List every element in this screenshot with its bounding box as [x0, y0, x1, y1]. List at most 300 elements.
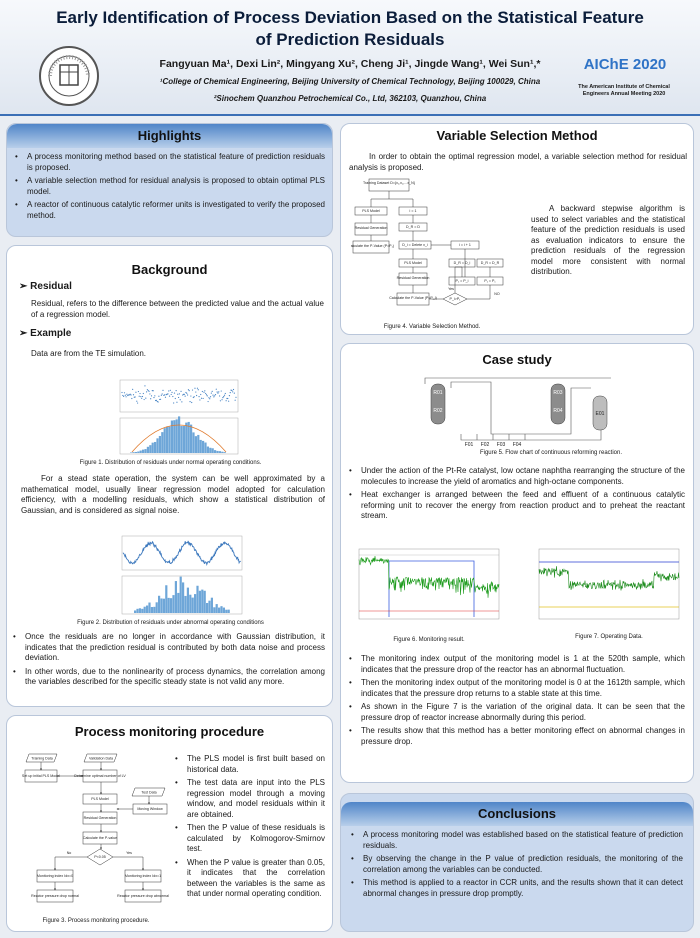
figure-3-caption: Figure 3. Process monitoring procedure.: [42, 918, 150, 924]
vs-flow-yes: Yes: [448, 287, 454, 291]
residual-point: [207, 395, 208, 396]
flow-idx1: Monitoring index Idx=1: [124, 874, 162, 878]
residual-point: [151, 395, 152, 396]
residual-point: [149, 393, 150, 394]
residual-point: [213, 396, 214, 397]
vs-flow-p1-p1: P₁ = P₁: [484, 279, 496, 283]
residual-point: [173, 402, 174, 403]
background-paragraph: For a stead state operation, the system can be well approximated by a mathematical model, usually linear regression model adopted for calculation efficiency, with a modelling residuals, which show a statistical distribution of Gaussian, and is considered as signal noise.: [21, 474, 325, 515]
residual-point: [139, 396, 140, 397]
residual-point: [199, 399, 200, 400]
vs-flow-delete: D_i = Delete x_i: [402, 243, 428, 247]
flow-residual-generation: Residual Generation: [83, 816, 117, 820]
residual-point: [156, 400, 157, 401]
histogram-bar: [204, 591, 206, 613]
residual-point: [165, 397, 166, 398]
residual-point: [148, 391, 149, 392]
unit-r04: R04: [553, 408, 563, 414]
flow-validation-data: Validation Data: [88, 756, 114, 761]
histogram-bar: [168, 427, 170, 453]
residual-point: [135, 392, 136, 393]
highlights-title: Highlights: [7, 124, 332, 148]
histogram-bar: [168, 598, 170, 613]
vs-flow-training: Training Dataset D={x₁,x₂,...x_N}: [363, 181, 415, 185]
histogram-bar: [212, 448, 214, 453]
histogram-bar: [225, 610, 227, 613]
highlights-panel: [6, 123, 333, 237]
residual-point: [164, 394, 165, 395]
residual-point: [192, 389, 193, 390]
residual-point: [180, 391, 181, 392]
residual-point: [160, 399, 161, 400]
figure-1-caption: Figure 1. Distribution of residuals under normal operating conditions.: [79, 460, 262, 466]
case-study-panel: [340, 343, 694, 783]
histogram-bar: [223, 608, 225, 613]
figure-3-flowchart: [17, 748, 175, 912]
figure-6-monitoring: [349, 547, 507, 627]
residual-point: [233, 389, 234, 390]
residual-point: [190, 395, 191, 396]
figure-7-caption: Figure 7. Operating Data.: [575, 634, 643, 640]
histogram-bar: [183, 426, 185, 453]
residual-point: [132, 389, 133, 390]
residual-point: [203, 392, 204, 393]
residual-point: [211, 392, 212, 393]
vs-flow-calc2: Calculate the P-Value (P=P_i): [389, 296, 437, 300]
residual-point: [169, 395, 170, 396]
residual-point: [150, 398, 151, 399]
histogram-bar: [159, 436, 161, 453]
residual-point: [154, 395, 155, 396]
figure-4-flowchart: [351, 177, 513, 319]
residual-point: [168, 390, 169, 391]
vs-flow-i1: i = 1: [409, 209, 417, 213]
residual-point: [146, 391, 147, 392]
example-heading: ➢ Example: [19, 328, 72, 339]
histogram-bar: [147, 447, 149, 453]
flow-test-data: Test Data: [141, 790, 157, 795]
residual-point: [171, 392, 172, 393]
residual-point: [235, 397, 236, 398]
histogram-bar: [140, 451, 142, 453]
histogram-bar: [164, 428, 166, 453]
residual-point: [153, 397, 154, 398]
residual-point: [181, 401, 182, 402]
histogram-bar: [166, 427, 168, 453]
vs-flow-no: NO: [494, 292, 500, 296]
flow-optimal-lv: Determine optimal number of LV: [74, 774, 126, 778]
residual-point: [231, 390, 232, 391]
variable-selection-title: Variable Selection Method: [341, 124, 693, 148]
flow-moving-window: Moving Window: [137, 807, 163, 811]
residual-point: [215, 394, 216, 395]
case-study-title: Case study: [341, 348, 693, 372]
histogram-bar: [224, 452, 226, 453]
histogram-bar: [134, 610, 136, 613]
case-bullet: • Heat exchanger is arranged between the feed and effluent of a continuous catalytic reforming unit to recover the energy from reaction product and to preheat the reactant stream.: [347, 490, 685, 522]
background-panel: [6, 245, 333, 707]
residual-point: [210, 396, 211, 397]
residual-point: [202, 391, 203, 392]
residual-point: [140, 396, 141, 397]
highlight-item: • A variable selection method for residual analysis is proposed to obtain optimal PLS model.: [13, 176, 325, 197]
residual-point: [217, 391, 218, 392]
figure-7-operating-data: [529, 547, 687, 627]
residual-point: [189, 401, 190, 402]
histogram-bar: [219, 451, 221, 453]
conclusions-panel: [340, 793, 694, 932]
histogram-bar: [148, 603, 150, 613]
histogram-bar: [228, 610, 230, 613]
residual-point: [196, 395, 197, 396]
vs-flow-decision: P_i>P₁: [449, 297, 461, 301]
residual-point: [230, 392, 231, 393]
histogram-bar: [190, 425, 192, 453]
residual-point: [187, 394, 188, 395]
residual-point: [191, 402, 192, 403]
histogram-bar: [208, 601, 210, 613]
histogram-bar: [180, 577, 182, 613]
histogram-bar: [194, 594, 196, 613]
histogram-bar: [146, 606, 148, 613]
residual-point: [175, 398, 176, 399]
histogram-bar: [218, 608, 220, 613]
university-logo: [38, 45, 100, 107]
residual-point: [162, 390, 163, 391]
vs-flow-residual2: Residual Generation: [396, 276, 430, 280]
residual-point: [172, 396, 173, 397]
histogram-bar: [178, 416, 180, 453]
residual-point: [227, 398, 228, 399]
residual-point: [197, 388, 198, 389]
highlight-item: • A reactor of continuous catalytic reformer units is investigated to verify the proposed method.: [13, 200, 325, 221]
residual-point: [194, 388, 195, 389]
residual-point: [223, 396, 224, 397]
histogram-bar: [152, 443, 154, 453]
stream-f03: F03: [496, 442, 506, 448]
residual-point: [125, 395, 126, 396]
residual-point: [209, 398, 210, 399]
variable-selection-text: A backward stepwise algorithm is used to select variables and the statistical feature of the prediction residuals is used as evaluation indicators to ensure the prediction residuals of the regression model more consistent with normal distribution.: [531, 204, 685, 276]
histogram-bar: [213, 607, 215, 613]
unit-r01: R01: [433, 390, 443, 396]
residual-point: [208, 401, 209, 402]
figure-4-caption: Figure 4. Variable Selection Method.: [383, 324, 481, 330]
residual-point: [153, 390, 154, 391]
residual-point: [180, 399, 181, 400]
residual-text: Residual, refers to the difference between the predicted value and the actual value of a regression model.: [31, 299, 324, 319]
poster-title-line1: Early Identification of Process Deviation Based on the Statistical Feature: [56, 8, 644, 27]
residual-point: [167, 393, 168, 394]
histogram-bar: [187, 588, 189, 613]
stream-f01: F01: [464, 442, 474, 448]
residual-point: [139, 393, 140, 394]
residual-point: [157, 401, 158, 402]
histogram-bar: [204, 443, 206, 453]
flow-decision: P<0.05: [94, 855, 106, 859]
residual-point: [205, 393, 206, 394]
case-bullet: • The results show that this method has a better monitoring effect on abnormal changes in pressure drop.: [347, 726, 685, 747]
flow-no: No: [66, 851, 72, 855]
figure-2-caption: Figure 2. Distribution of residuals under abnormal operating conditions: [77, 620, 264, 626]
residual-point: [184, 394, 185, 395]
histogram-bar: [192, 432, 194, 453]
case-bullet: • As shown in the Figure 7 is the variation of the original data. It can be seen that the pressure drop of reactor increase abnormally during this period.: [347, 702, 685, 723]
figure-1: [112, 378, 242, 458]
residual-point: [161, 395, 162, 396]
residual-point: [200, 394, 201, 395]
histogram-bar: [144, 449, 146, 453]
vs-flow-p1-pi: P₁ = P_i: [455, 279, 469, 283]
residual-point: [232, 391, 233, 392]
histogram-bar: [158, 596, 160, 613]
residual-point: [179, 393, 180, 394]
conclusion-item: • This method is applied to a reactor in CCR units, and the results shown that it can detect abnormal changes in pressure drop promptly.: [349, 878, 683, 899]
residual-point: [206, 394, 207, 395]
background-bullet: • In other words, due to the nonlinearity of process dynamics, the correlation among the variables described for the specific steady state is not valid any more.: [11, 667, 325, 688]
unit-e01: E01: [595, 411, 605, 417]
vs-flow-calc: Calculate the P-Value (P=P₁): [351, 244, 394, 248]
vs-flow-dr-di: D_R = D_i: [453, 261, 471, 265]
histogram-bar: [202, 441, 204, 453]
residual-point: [224, 395, 225, 396]
example-text: Data are from the TE simulation.: [31, 349, 147, 358]
histogram-bar: [220, 606, 222, 613]
residual-point: [133, 394, 134, 395]
vs-flow-pls2: PLS Model: [404, 261, 422, 265]
case-study-bullets-1: [347, 466, 685, 525]
histogram-bar: [209, 448, 211, 453]
residual-point: [186, 393, 187, 394]
histogram-bar: [184, 596, 186, 613]
flow-yes: Yes: [126, 851, 132, 855]
vs-flow-residual: Residual Generation: [354, 226, 388, 230]
residual-point: [217, 393, 218, 394]
stream-f02: F02: [480, 442, 490, 448]
histogram-bar: [135, 452, 137, 453]
residual-point: [144, 385, 145, 386]
conclusion-item: • By observing the change in the P value of prediction residuals, the monitoring of the correlation among the variables can be conducted.: [349, 854, 683, 875]
histogram-bar: [137, 452, 139, 453]
histogram-bar: [149, 445, 151, 453]
flow-training-data: Training Data: [31, 756, 53, 761]
figure-6-caption: Figure 6. Monitoring result.: [393, 637, 465, 643]
histogram-bar: [163, 599, 165, 613]
histogram-bar: [206, 603, 208, 613]
histogram-bar: [200, 440, 202, 453]
residual-point: [229, 395, 230, 396]
histogram-bar: [221, 452, 223, 453]
flow-abnormal: Reactor pressure drop abnormal: [117, 894, 169, 898]
residual-point: [171, 394, 172, 395]
residual-point: [176, 402, 177, 403]
histogram-bar: [144, 607, 146, 613]
residual-point: [221, 399, 222, 400]
histogram-bar: [154, 442, 156, 453]
residual-point: [194, 396, 195, 397]
residual-point: [201, 398, 202, 399]
residual-point: [208, 397, 209, 398]
residual-point: [220, 400, 221, 401]
variable-selection-intro: In order to obtain the optimal regression model, a variable selection method for residual analysis is proposed.: [349, 152, 687, 172]
histogram-bar: [165, 585, 167, 613]
residual-point: [198, 389, 199, 390]
affiliation-1: ¹College of Chemical Engineering, Beijing University of Chemical Technology, Beijing 100029, China: [159, 77, 541, 86]
histogram-bar: [172, 595, 174, 613]
vs-flow-dr: D_R = D: [406, 225, 420, 229]
vs-flow-dr-dr: D_R = D_R: [480, 261, 500, 265]
residual-point: [216, 389, 217, 390]
residual-heading: ➢ Residual: [19, 281, 72, 292]
conference-logo: AIChE 2020: [583, 56, 667, 73]
affiliation-2: ²Sinochem Quanzhou Petrochemical Co., Ltd, 362103, Quanzhou, China: [213, 94, 487, 103]
conclusions-title: Conclusions: [341, 802, 693, 826]
histogram-bar: [177, 593, 179, 613]
background-bullet: • Once the residuals are no longer in accordance with Gaussian distribution, it indicates that the prediction residual is contributed by both data noise and process deviation.: [11, 632, 325, 664]
case-bullet: • Then the monitoring index output of the monitoring model is 0 at the 1612th sample, which indicates that the pressure drop returns to a stable state at this time.: [347, 678, 685, 699]
highlights-list: [13, 152, 325, 224]
residual-point: [228, 401, 229, 402]
residual-point: [126, 396, 127, 397]
residual-point: [195, 391, 196, 392]
procedure-bullet: • The PLS model is first built based on historical data.: [173, 754, 325, 775]
histogram-bar: [197, 435, 199, 453]
figure-5-process: [421, 374, 621, 448]
residual-point: [138, 391, 139, 392]
histogram-bar: [211, 598, 213, 613]
flow-normal: Reactor pressure drop normal: [31, 894, 79, 898]
residual-point: [124, 392, 125, 393]
histogram-bar: [142, 450, 144, 453]
variable-selection-panel: [340, 123, 694, 335]
procedure-bullet: • The test data are input into the PLS regression model through a moving window, and model residuals within it are obtained.: [173, 778, 325, 820]
residual-point: [219, 395, 220, 396]
residual-point: [136, 401, 137, 402]
residual-point: [198, 396, 199, 397]
residual-point: [226, 400, 227, 401]
residual-point: [174, 392, 175, 393]
histogram-bar: [214, 450, 216, 453]
procedure-bullet: • Then the P value of these residuals is calculated by Kolmogorov-Smirnov test.: [173, 823, 325, 855]
author-list: Fangyuan Ma¹, Dexi Lin², Mingyang Xu², Cheng Ji¹, Jingde Wang¹, Wei Sun¹,*: [159, 58, 541, 70]
histogram-bar: [207, 447, 209, 453]
residual-point: [212, 391, 213, 392]
residual-point: [143, 393, 144, 394]
residual-point: [214, 395, 215, 396]
figure-2: [112, 534, 247, 618]
flow-calc-p: Calculate the P-value: [82, 836, 118, 840]
residual-point: [145, 398, 146, 399]
histogram-bar: [160, 598, 162, 613]
flow-pls-model: PLS Model: [91, 797, 109, 801]
residual-point: [235, 400, 236, 401]
background-bullets: [11, 632, 325, 691]
histogram-bar: [176, 419, 178, 453]
case-bullet: • The monitoring index output of the monitoring model is 1 at the 520th sample, which indicates that the pressure drop of the reactor has an abnormal fluctuation.: [347, 654, 685, 675]
residual-point: [123, 396, 124, 397]
residual-point: [178, 397, 179, 398]
histogram-bar: [170, 598, 172, 613]
background-title: Background: [7, 258, 332, 282]
histogram-bar: [151, 607, 153, 613]
flow-initial-pls: Set up initial PLS Model: [21, 774, 61, 778]
histogram-bar: [161, 432, 163, 453]
residual-point: [137, 402, 138, 403]
residual-point: [204, 390, 205, 391]
histogram-bar: [156, 602, 158, 613]
residual-point: [121, 392, 122, 393]
vs-flow-pls: PLS Model: [362, 209, 380, 213]
histogram-bar: [185, 423, 187, 453]
residual-point: [122, 395, 123, 396]
histogram-bar: [182, 582, 184, 613]
residual-point: [203, 398, 204, 399]
histogram-bar: [189, 595, 191, 613]
histogram-bar: [196, 586, 198, 613]
unit-r02: R02: [433, 408, 443, 414]
residual-point: [225, 393, 226, 394]
residual-point: [135, 396, 136, 397]
residual-point: [130, 394, 131, 395]
residual-point: [221, 390, 222, 391]
histogram-bar: [201, 590, 203, 613]
residual-point: [170, 390, 171, 391]
histogram-bar: [156, 438, 158, 453]
residual-point: [131, 398, 132, 399]
histogram-bar: [132, 452, 134, 453]
procedure-bullets: [173, 754, 325, 903]
conclusions-list: [349, 830, 683, 902]
residual-point: [176, 390, 177, 391]
histogram-bar: [195, 436, 197, 453]
residual-point: [147, 389, 148, 390]
conclusion-item: • A process monitoring model was established based on the statistical feature of prediction residuals.: [349, 830, 683, 851]
residual-point: [234, 393, 235, 394]
residual-point: [142, 396, 143, 397]
residual-point: [222, 397, 223, 398]
residual-point: [185, 396, 186, 397]
histogram-bar: [141, 609, 143, 613]
case-study-bullets-2: [347, 654, 685, 750]
residual-point: [162, 393, 163, 394]
conference-subtitle: The American Institute of Chemical Engineers Annual Meeting 2020: [578, 84, 670, 97]
procedure-title: Process monitoring procedure: [7, 720, 332, 744]
histogram-bar: [180, 426, 182, 453]
residual-point: [212, 395, 213, 396]
residual-point: [141, 398, 142, 399]
procedure-panel: [6, 715, 333, 932]
residual-point: [144, 399, 145, 400]
residual-point: [158, 396, 159, 397]
poster-title-line2: of Prediction Residuals: [255, 30, 445, 49]
residual-point: [177, 394, 178, 395]
residual-point: [189, 390, 190, 391]
procedure-bullet: • When the P value is greater than 0.05, it indicates that the correlation between the variables is the same as that under normal operating condition.: [173, 858, 325, 900]
flow-idx0: Monitoring index Idx=0: [36, 874, 74, 878]
residual-point: [218, 391, 219, 392]
histogram-bar: [199, 591, 201, 613]
histogram-bar: [216, 451, 218, 453]
histogram-bar: [175, 581, 177, 613]
case-bullet: • Under the action of the Pt-Re catalyst, low octane naphtha rearranging the structure of the molecules to increase the yield of aromatics and high-octane components.: [347, 466, 685, 487]
stream-f04: F04: [512, 442, 522, 448]
residual-point: [188, 389, 189, 390]
histogram-bar: [216, 604, 218, 613]
histogram-bar: [153, 607, 155, 613]
residual-point: [126, 394, 127, 395]
histogram-bar: [139, 608, 141, 613]
vs-flow-inc: i = i + 1: [459, 243, 471, 247]
